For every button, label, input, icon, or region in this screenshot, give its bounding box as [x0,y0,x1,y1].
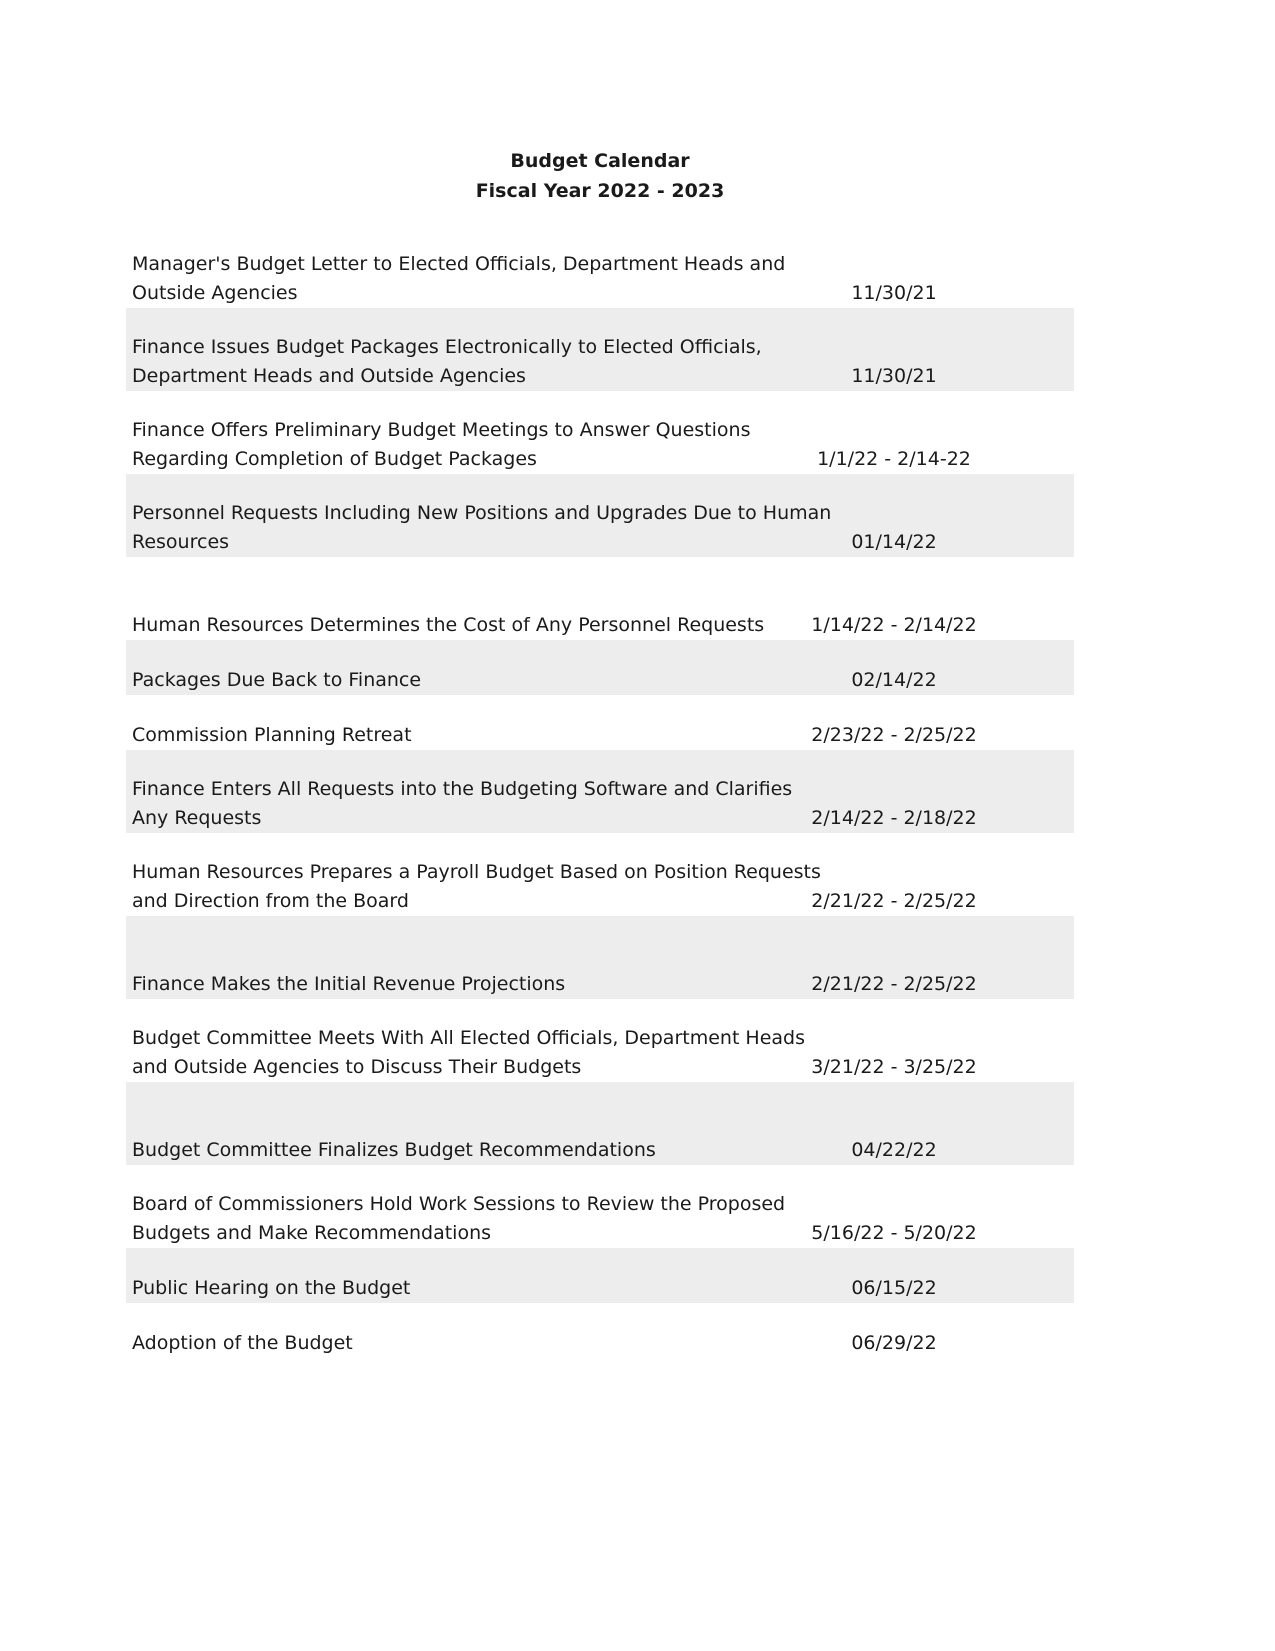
row-description: Board of Commissioners Hold Work Sessions to Review the Proposed Budgets and Make Recommendations [132,1193,786,1244]
row-description: Adoption of the Budget [132,1332,353,1354]
row-description: Budget Committee Meets With All Elected Officials, Department Heads and Outside Agencies to Discuss Their Budgets [132,1027,806,1078]
calendar-row [126,557,1074,640]
budget-calendar-table [126,252,1074,1358]
row-date: 1/14/22 - 2/14/22 [811,614,977,636]
row-date: 3/21/22 - 3/25/22 [811,1056,977,1078]
calendar-row [126,750,1074,833]
calendar-row [126,1303,1074,1358]
row-date: 2/14/22 - 2/18/22 [811,807,977,829]
row-date: 01/14/22 [851,531,937,553]
row-description: Budget Committee Finalizes Budget Recommendations [132,1139,656,1161]
calendar-row [126,640,1074,695]
calendar-row [126,1248,1074,1303]
calendar-row [126,1082,1074,1165]
row-description: Public Hearing on the Budget [132,1277,411,1299]
document-title: Budget Calendar [510,150,690,172]
calendar-row [126,474,1074,557]
row-description: Personnel Requests Including New Positions and Upgrades Due to Human Resources [132,502,832,553]
row-description: Finance Issues Budget Packages Electronically to Elected Officials, Department Heads and Outside Agencies [132,336,762,387]
row-date: 06/15/22 [851,1277,937,1299]
row-date: 2/21/22 - 2/25/22 [811,973,977,995]
row-description: Human Resources Determines the Cost of Any Personnel Requests [132,614,765,636]
row-description: Finance Offers Preliminary Budget Meetings to Answer Questions Regarding Completion of Budget Packages [132,419,751,470]
row-date: 11/30/21 [851,365,937,387]
calendar-row [126,999,1074,1082]
row-description: Finance Enters All Requests into the Budgeting Software and Clarifies Any Requests [132,778,793,829]
row-date: 1/1/22 - 2/14-22 [817,448,971,470]
row-description: Finance Makes the Initial Revenue Projections [132,973,566,995]
row-description: Human Resources Prepares a Payroll Budget Based on Position Requests and Direction from the Board [132,861,821,912]
row-date: 04/22/22 [851,1139,937,1161]
document-header [0,146,1200,206]
calendar-row [126,695,1074,750]
calendar-row [126,391,1074,474]
row-description: Packages Due Back to Finance [132,669,422,691]
row-date: 11/30/21 [851,282,937,304]
row-date: 5/16/22 - 5/20/22 [811,1222,977,1244]
calendar-row [126,916,1074,999]
row-date: 2/23/22 - 2/25/22 [811,724,977,746]
calendar-row [126,252,1074,308]
calendar-row [126,833,1074,916]
calendar-row [126,308,1074,391]
row-date: 02/14/22 [851,669,937,691]
row-description: Commission Planning Retreat [132,724,412,746]
calendar-row [126,1165,1074,1248]
row-date: 06/29/22 [851,1332,937,1354]
document-subtitle: Fiscal Year 2022 - 2023 [475,180,725,202]
row-date: 2/21/22 - 2/25/22 [811,890,977,912]
row-description: Manager's Budget Letter to Elected Officials, Department Heads and Outside Agencies [132,253,786,304]
